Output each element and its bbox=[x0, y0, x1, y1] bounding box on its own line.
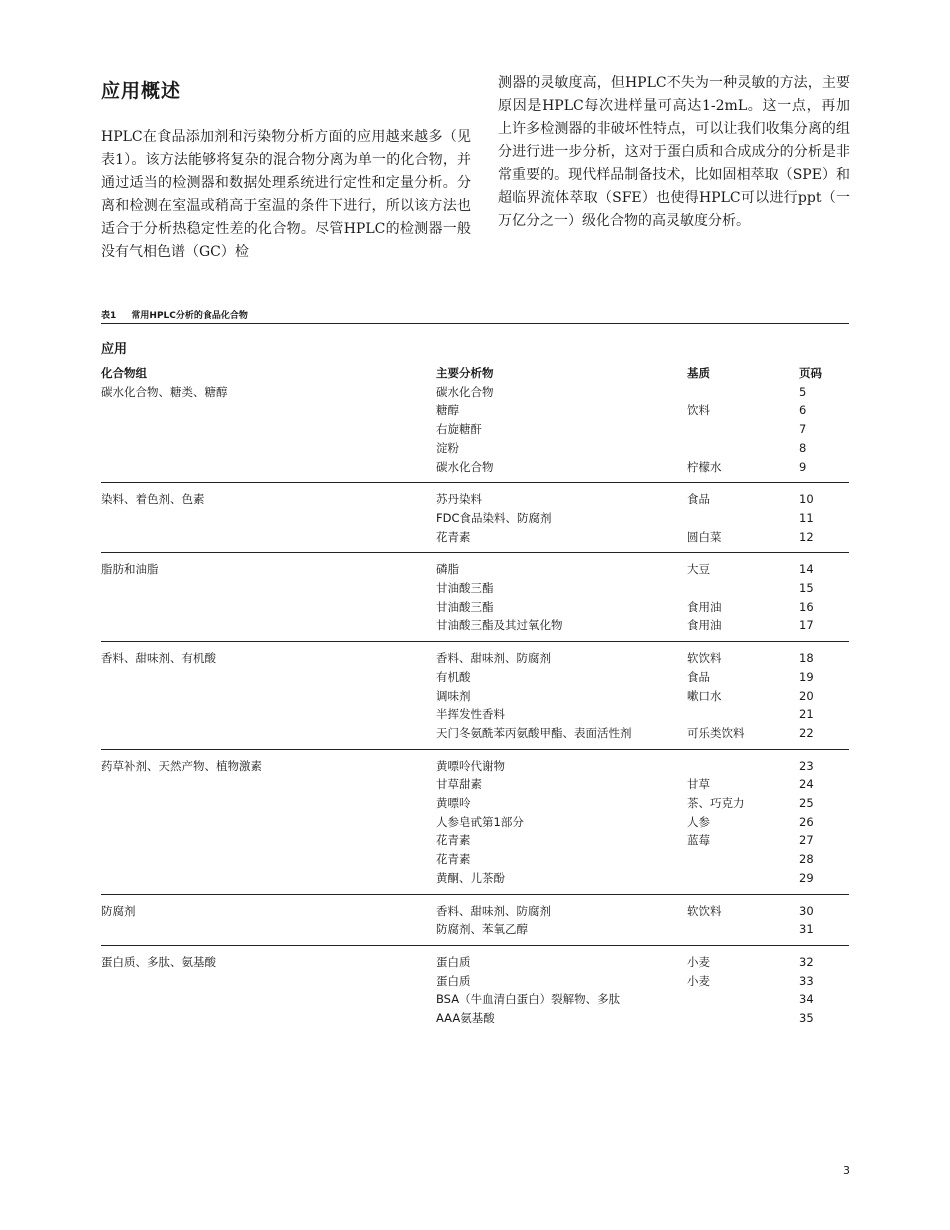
cell-main-analyte: 黄嘌呤代谢物 bbox=[436, 758, 505, 773]
cell-main-analyte: 香料、甜味剂、防腐剂 bbox=[436, 651, 551, 666]
section-heading: 应用概述 bbox=[101, 80, 182, 102]
table-row bbox=[101, 420, 849, 439]
cell-compound-group: 药草补剂、天然产物、植物激素 bbox=[101, 758, 262, 773]
table-row bbox=[101, 616, 849, 635]
table-body bbox=[101, 383, 849, 1034]
cell-main-analyte: 人参皂甙第1部分 bbox=[436, 814, 524, 829]
cell-compound-group: 染料、着色剂、色素 bbox=[101, 492, 205, 507]
cell-matrix: 饮料 bbox=[687, 403, 710, 418]
header-compound-group: 化合物组 bbox=[101, 366, 147, 380]
cell-compound-group bbox=[101, 420, 436, 439]
cell-matrix: 软饮料 bbox=[687, 903, 722, 918]
cell-matrix: 圆白菜 bbox=[687, 529, 722, 544]
cell-matrix: 大豆 bbox=[687, 562, 710, 577]
table-row bbox=[101, 687, 849, 706]
cell-main-analyte: 调味剂 bbox=[436, 688, 471, 703]
cell-page: 30 bbox=[799, 903, 814, 918]
cell-main-analyte: 防腐剂、苯氧乙醇 bbox=[436, 922, 528, 937]
cell-main-analyte: 有机酸 bbox=[436, 669, 471, 684]
cell-matrix bbox=[687, 509, 799, 528]
compound-table bbox=[101, 323, 849, 1034]
page-number: 3 bbox=[843, 1164, 850, 1177]
cell-page: 31 bbox=[799, 922, 814, 937]
table-row bbox=[101, 1009, 849, 1028]
cell-matrix bbox=[687, 439, 799, 458]
cell-matrix: 人参 bbox=[687, 814, 710, 829]
table-row bbox=[101, 490, 849, 509]
cell-compound-group bbox=[101, 458, 436, 477]
table-row bbox=[101, 598, 849, 617]
cell-page: 10 bbox=[799, 492, 814, 507]
cell-main-analyte: 甘油酸三酯及其过氧化物 bbox=[436, 618, 563, 633]
cell-main-analyte: 香料、甜味剂、防腐剂 bbox=[436, 903, 551, 918]
table-row bbox=[101, 383, 849, 402]
table-row bbox=[101, 794, 849, 813]
cell-main-analyte: 苏丹染料 bbox=[436, 492, 482, 507]
cell-matrix: 可乐类饮料 bbox=[687, 725, 745, 740]
cell-main-analyte: 磷脂 bbox=[436, 562, 459, 577]
table-row bbox=[101, 902, 849, 921]
header-matrix: 基质 bbox=[687, 366, 710, 380]
table-group bbox=[101, 946, 849, 1034]
cell-page: 17 bbox=[799, 618, 814, 633]
cell-compound-group bbox=[101, 1009, 436, 1028]
cell-compound-group bbox=[101, 869, 436, 888]
intro-paragraph-right: 测器的灵敏度高，但HPLC不失为一种灵敏的方法，主要原因是HPLC每次进样量可高达1-2mL。这一点，再加上许多检测器的非破坏性特点，可以让我们收集分离的组分进行进一步分析，这对于蛋白质和合成成分的分析是非常重要的。现代样品制备技术，比如固相萃取（SPE）和超临界流体萃取（SFE）也使得HPLC可以进行ppt（一万亿分之一）级化合物的高灵敏度分析。 bbox=[498, 75, 850, 229]
cell-compound-group bbox=[101, 775, 436, 794]
table-row bbox=[101, 813, 849, 832]
cell-matrix: 食品 bbox=[687, 669, 710, 684]
cell-page: 20 bbox=[799, 688, 814, 703]
cell-matrix bbox=[687, 383, 799, 402]
cell-main-analyte: 右旋糖酐 bbox=[436, 422, 482, 437]
table-row bbox=[101, 953, 849, 972]
cell-matrix: 小麦 bbox=[687, 954, 710, 969]
cell-page: 8 bbox=[799, 440, 807, 455]
cell-compound-group bbox=[101, 794, 436, 813]
table-row bbox=[101, 850, 849, 869]
cell-main-analyte: 糖醇 bbox=[436, 403, 459, 418]
header-main-analyte: 主要分析物 bbox=[436, 366, 494, 380]
cell-compound-group bbox=[101, 705, 436, 724]
table-row bbox=[101, 509, 849, 528]
cell-matrix: 蓝莓 bbox=[687, 833, 710, 848]
cell-compound-group: 脂肪和油脂 bbox=[101, 562, 159, 577]
cell-page: 6 bbox=[799, 403, 807, 418]
cell-matrix bbox=[687, 850, 799, 869]
cell-page: 21 bbox=[799, 707, 814, 722]
cell-matrix: 柠檬水 bbox=[687, 459, 722, 474]
cell-main-analyte: 花青素 bbox=[436, 852, 471, 867]
cell-compound-group: 碳水化合物、糖类、糖醇 bbox=[101, 384, 228, 399]
cell-page: 27 bbox=[799, 833, 814, 848]
cell-page: 35 bbox=[799, 1011, 814, 1026]
cell-main-analyte: 甘油酸三酯 bbox=[436, 599, 494, 614]
cell-compound-group bbox=[101, 401, 436, 420]
table-row bbox=[101, 920, 849, 939]
cell-matrix: 食用油 bbox=[687, 618, 722, 633]
cell-main-analyte: 半挥发性香料 bbox=[436, 707, 505, 722]
cell-page: 29 bbox=[799, 870, 814, 885]
cell-compound-group bbox=[101, 850, 436, 869]
cell-compound-group bbox=[101, 509, 436, 528]
cell-matrix bbox=[687, 757, 799, 776]
table-row bbox=[101, 649, 849, 668]
intro-paragraph-left: HPLC在食品添加剂和污染物分析方面的应用越来越多（见表1）。该方法能够将复杂的混合物分离为单一的化合物，并通过适当的检测器和数据处理系统进行定性和定量分析。分离和检测在室温或稍高于室温的条件下进行，所以该方法也适合于分析热稳定性差的化合物。尽管HPLC的检测器一般没有气相色谱（GC）检 bbox=[101, 129, 471, 260]
cell-main-analyte: 碳水化合物 bbox=[436, 459, 494, 474]
cell-page: 26 bbox=[799, 814, 814, 829]
cell-matrix: 甘草 bbox=[687, 777, 710, 792]
cell-compound-group bbox=[101, 920, 436, 939]
table-group bbox=[101, 895, 849, 946]
header-page: 页码 bbox=[799, 366, 822, 380]
cell-compound-group bbox=[101, 668, 436, 687]
cell-main-analyte: 天门冬氨酰苯丙氨酸甲酯、表面活性剂 bbox=[436, 725, 632, 740]
cell-compound-group: 防腐剂 bbox=[101, 903, 136, 918]
cell-main-analyte: 花青素 bbox=[436, 833, 471, 848]
cell-compound-group bbox=[101, 616, 436, 635]
cell-compound-group: 蛋白质、多肽、氨基酸 bbox=[101, 954, 216, 969]
cell-matrix bbox=[687, 920, 799, 939]
cell-main-analyte: FDC食品染料、防腐剂 bbox=[436, 510, 552, 525]
table-group bbox=[101, 483, 849, 553]
cell-page: 25 bbox=[799, 796, 814, 811]
table-row bbox=[101, 705, 849, 724]
cell-main-analyte: AAA氨基酸 bbox=[436, 1011, 495, 1026]
table-caption-text: 常用HPLC分析的食品化合物 bbox=[131, 311, 248, 321]
table-group bbox=[101, 642, 849, 750]
table-row bbox=[101, 401, 849, 420]
table-row bbox=[101, 528, 849, 547]
cell-page: 5 bbox=[799, 384, 807, 399]
cell-matrix bbox=[687, 990, 799, 1009]
cell-page: 23 bbox=[799, 758, 814, 773]
cell-page: 11 bbox=[799, 510, 814, 525]
table-group bbox=[101, 750, 849, 895]
cell-page: 15 bbox=[799, 581, 814, 596]
cell-main-analyte: 蛋白质 bbox=[436, 954, 471, 969]
table-group bbox=[101, 383, 849, 484]
cell-page: 32 bbox=[799, 954, 814, 969]
cell-matrix bbox=[687, 1009, 799, 1028]
cell-matrix: 茶、巧克力 bbox=[687, 796, 745, 811]
cell-main-analyte: 甘草甜素 bbox=[436, 777, 482, 792]
table-row bbox=[101, 560, 849, 579]
cell-matrix bbox=[687, 420, 799, 439]
cell-page: 19 bbox=[799, 669, 814, 684]
table-row bbox=[101, 579, 849, 598]
cell-main-analyte: 花青素 bbox=[436, 529, 471, 544]
table-caption bbox=[101, 308, 248, 321]
cell-compound-group bbox=[101, 598, 436, 617]
table-row bbox=[101, 439, 849, 458]
cell-matrix: 食用油 bbox=[687, 599, 722, 614]
cell-page: 9 bbox=[799, 459, 807, 474]
cell-compound-group bbox=[101, 579, 436, 598]
cell-page: 16 bbox=[799, 599, 814, 614]
cell-compound-group bbox=[101, 439, 436, 458]
table-group bbox=[101, 553, 849, 642]
cell-matrix: 食品 bbox=[687, 492, 710, 507]
table-header-row bbox=[101, 364, 849, 383]
cell-compound-group bbox=[101, 724, 436, 743]
cell-page: 18 bbox=[799, 651, 814, 666]
cell-matrix: 嗽口水 bbox=[687, 688, 722, 703]
cell-compound-group bbox=[101, 972, 436, 991]
cell-page: 14 bbox=[799, 562, 814, 577]
cell-compound-group bbox=[101, 528, 436, 547]
table-row bbox=[101, 724, 849, 743]
table-row bbox=[101, 757, 849, 776]
cell-compound-group bbox=[101, 813, 436, 832]
cell-main-analyte: 蛋白质 bbox=[436, 973, 471, 988]
cell-main-analyte: 黄嘌呤 bbox=[436, 796, 471, 811]
cell-matrix bbox=[687, 579, 799, 598]
table-number: 表1 bbox=[101, 311, 117, 321]
cell-main-analyte: 淀粉 bbox=[436, 440, 459, 455]
table-row bbox=[101, 990, 849, 1009]
cell-page: 28 bbox=[799, 852, 814, 867]
cell-matrix bbox=[687, 705, 799, 724]
cell-page: 22 bbox=[799, 725, 814, 740]
table-row bbox=[101, 972, 849, 991]
cell-page: 34 bbox=[799, 992, 814, 1007]
cell-main-analyte: 碳水化合物 bbox=[436, 384, 494, 399]
cell-compound-group: 香料、甜味剂、有机酸 bbox=[101, 651, 216, 666]
table-row bbox=[101, 775, 849, 794]
cell-compound-group bbox=[101, 990, 436, 1009]
table-row bbox=[101, 831, 849, 850]
cell-page: 7 bbox=[799, 422, 807, 437]
cell-matrix: 小麦 bbox=[687, 973, 710, 988]
table-row bbox=[101, 458, 849, 477]
cell-matrix bbox=[687, 869, 799, 888]
cell-page: 33 bbox=[799, 973, 814, 988]
table-row bbox=[101, 869, 849, 888]
cell-page: 24 bbox=[799, 777, 814, 792]
cell-compound-group bbox=[101, 687, 436, 706]
cell-main-analyte: 甘油酸三酯 bbox=[436, 581, 494, 596]
table-title: 应用 bbox=[101, 342, 128, 357]
table-row bbox=[101, 668, 849, 687]
cell-matrix: 软饮料 bbox=[687, 651, 722, 666]
cell-page: 12 bbox=[799, 529, 814, 544]
cell-main-analyte: 黄酮、儿茶酚 bbox=[436, 870, 505, 885]
cell-compound-group bbox=[101, 831, 436, 850]
cell-main-analyte: BSA（牛血清白蛋白）裂解物、多肽 bbox=[436, 992, 621, 1007]
